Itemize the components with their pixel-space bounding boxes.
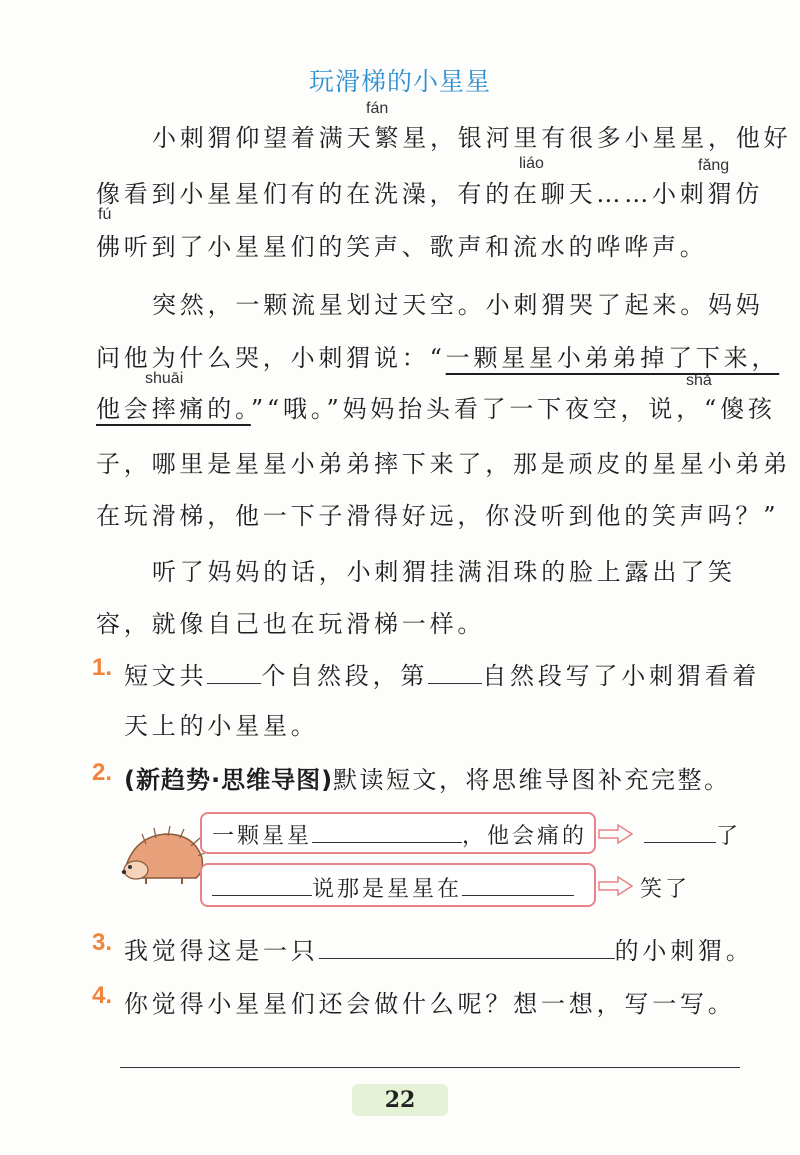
page-title: 玩滑梯的小星星: [308, 67, 491, 96]
question-text: 短文共: [124, 662, 208, 690]
hedgehog-icon: [116, 826, 208, 886]
passage-line: 听了妈妈的话，小刺猬挂满泪珠的脸上露出了笑: [152, 558, 736, 586]
mindmap-text: ，他会痛的: [462, 824, 588, 849]
answer-blank[interactable]: [462, 877, 574, 896]
answer-line[interactable]: [120, 1067, 740, 1068]
pinyin-shuai: shuāi: [145, 370, 184, 387]
underlined-sentence: 他会摔痛的。: [96, 395, 251, 423]
mindmap-result-2: 笑了: [640, 877, 691, 902]
arrow-icon: [598, 876, 634, 896]
question-4: 你觉得小星星们还会做什么呢？想一想，写一写。: [124, 990, 736, 1018]
question-text: 个自然段，第: [261, 662, 429, 690]
pinyin-fu: fú: [98, 206, 112, 223]
passage-line: 子，哪里是星星小弟弟摔下来了，那是顽皮的星星小弟弟: [96, 450, 791, 478]
passage-line: 突然，一颗流星划过天空。小刺猬哭了起来。妈妈: [152, 291, 764, 319]
passage-line: 容，就像自己也在玩滑梯一样。: [96, 610, 486, 638]
mindmap-text: 说那是星星在: [312, 877, 463, 902]
question-2: [124, 760, 731, 795]
answer-blank[interactable]: [428, 665, 482, 684]
question-1: [124, 656, 760, 691]
question-number: 4.: [92, 982, 113, 1009]
passage-line: [96, 389, 776, 424]
question-text: 默读短文，将思维导图补充完整。: [333, 766, 731, 794]
question-text: 我觉得这是一只: [124, 937, 319, 965]
passage-line: [96, 338, 779, 373]
answer-blank[interactable]: [207, 665, 261, 684]
question-tag: (新趋势·思维导图): [124, 766, 334, 794]
answer-blank[interactable]: [644, 824, 716, 843]
mindmap-row-2: [212, 872, 574, 903]
question-text: 自然段写了小刺猬看着: [482, 662, 761, 690]
question-3: [124, 931, 754, 966]
pinyin-fan: fán: [366, 100, 389, 117]
question-number: 1.: [92, 654, 113, 681]
passage-text: ”“哦。”妈妈抬头看了一下夜空，说，“傻孩: [250, 395, 776, 423]
question-number: 3.: [92, 929, 113, 956]
passage-line: 在玩滑梯，他一下子滑得好远，你没听到他的笑声吗？”: [96, 502, 780, 530]
answer-blank[interactable]: [312, 824, 462, 843]
pinyin-fang: fǎng: [698, 157, 730, 174]
mindmap-text: 一颗星星: [212, 824, 313, 849]
passage-line: 佛听到了小星星们的笑声、歌声和流水的哗哗声。: [96, 233, 708, 261]
pinyin-liao: liáo: [519, 155, 544, 172]
mindmap-text: 了: [716, 824, 742, 849]
answer-blank[interactable]: [212, 877, 312, 896]
question-text: 的小刺猬。: [614, 937, 754, 965]
answer-blank[interactable]: [319, 940, 615, 959]
pinyin-sha: shǎ: [686, 372, 712, 389]
question-1-cont: 天上的小星星。: [124, 712, 319, 740]
underlined-sentence: 一颗星星小弟弟掉了下来，: [445, 344, 780, 372]
passage-text: 问他为什么哭，小刺猬说：“: [96, 344, 446, 372]
passage-line: 小刺猬仰望着满天繁星，银河里有很多小星星，他好: [152, 124, 792, 152]
question-number: 2.: [92, 759, 113, 786]
mindmap-result-1: [644, 819, 741, 850]
mindmap-row-1: [212, 819, 587, 850]
page-number: 22: [352, 1084, 448, 1116]
arrow-icon: [598, 824, 634, 844]
passage-line: 像看到小星星们有的在洗澡，有的在聊天……小刺猬仿: [96, 180, 764, 208]
